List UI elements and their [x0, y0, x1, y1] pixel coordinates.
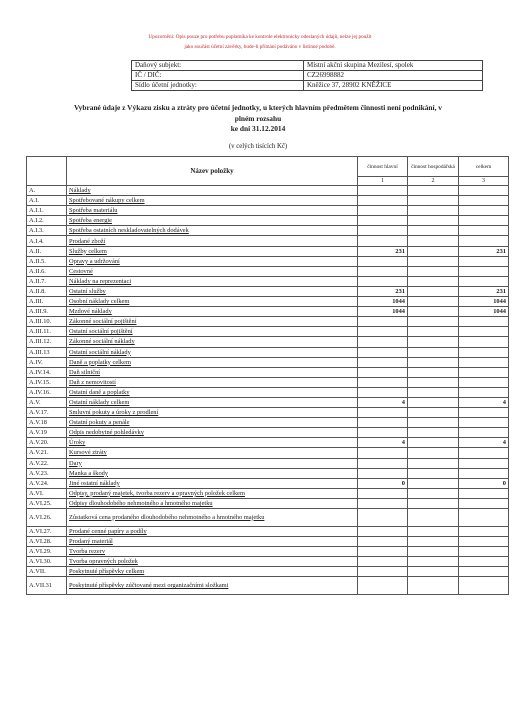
row-value-main: 4: [358, 438, 408, 448]
row-value-main: [358, 377, 408, 387]
row-code: A.II.7.: [27, 276, 67, 286]
row-value-total: [459, 498, 509, 508]
table-row: [27, 377, 509, 387]
row-value-total: [459, 509, 509, 527]
row-value-economic: [408, 428, 459, 438]
row-value-main: [358, 357, 408, 367]
row-value-main: [358, 547, 408, 557]
row-name: Daň z nemovitostí: [67, 377, 358, 387]
row-value-main: [358, 418, 408, 428]
row-value-main: [358, 206, 408, 216]
row-value-economic: [408, 468, 459, 478]
row-name: Tvorba rezerv: [67, 547, 358, 557]
row-value-total: [459, 408, 509, 418]
row-value-total: [459, 418, 509, 428]
row-name: Zákonné sociální náklady: [67, 337, 358, 347]
row-value-main: [358, 577, 408, 595]
row-value-economic: [408, 236, 459, 246]
row-value-economic: [408, 387, 459, 397]
row-code: A.VI.29.: [27, 547, 67, 557]
row-value-total: [459, 577, 509, 595]
header-col-economic: činnost hospodářská: [408, 157, 459, 177]
row-code: A.VI.: [27, 488, 67, 498]
table-row: [27, 327, 509, 337]
row-value-economic: [408, 196, 459, 206]
colnum-2: 2: [408, 177, 459, 186]
row-name: Náklady na reprezentaci: [67, 276, 358, 286]
row-value-main: [358, 236, 408, 246]
row-code: A.VI.30.: [27, 557, 67, 567]
header-col-main: činnost hlavní: [358, 157, 408, 177]
row-value-economic: [408, 226, 459, 236]
row-value-main: 231: [358, 246, 408, 256]
row-value-total: [459, 557, 509, 567]
row-code: A.II.8.: [27, 286, 67, 296]
row-value-economic: [408, 397, 459, 407]
row-name: Odpis nedobytné pohledávky: [67, 428, 358, 438]
table-row: [27, 397, 509, 407]
row-code: A.V.19: [27, 428, 67, 438]
row-value-economic: [408, 206, 459, 216]
table-row: [27, 488, 509, 498]
row-name: Ostatní daně a poplatky: [67, 387, 358, 397]
row-value-main: [358, 387, 408, 397]
warning-line-1: Upozornění: Opis pouze pro potřebu poplatníka ke kontrole elektronicky odeslaných údajů, nelze jej použít: [148, 34, 372, 40]
row-name: Jiné ostatní náklady: [67, 478, 358, 488]
row-value-economic: [408, 276, 459, 286]
row-value-total: [459, 448, 509, 458]
subject-value: Místní akční skupina Mezilesí, spolek: [304, 61, 483, 71]
row-code: A.V.21.: [27, 448, 67, 458]
row-name: Dary: [67, 458, 358, 468]
row-name: Zůstatková cena prodaného dlouhodobého nehmotného a hmotného majetku: [67, 509, 358, 527]
row-code: A.V.22.: [27, 458, 67, 468]
row-value-main: 1044: [358, 297, 408, 307]
row-value-economic: [408, 408, 459, 418]
row-name: Úroky: [67, 438, 358, 448]
row-code: A.IV.14.: [27, 367, 67, 377]
row-value-total: 0: [459, 478, 509, 488]
row-value-total: [459, 347, 509, 357]
row-value-main: [358, 537, 408, 547]
row-name: Ostatní sociální pojištění: [67, 327, 358, 337]
table-row: [27, 226, 509, 236]
row-code: A.I.: [27, 196, 67, 206]
row-value-economic: [408, 327, 459, 337]
table-row: [27, 266, 509, 276]
row-value-total: [459, 567, 509, 577]
row-value-economic: [408, 347, 459, 357]
row-value-main: [358, 458, 408, 468]
table-row: [27, 337, 509, 347]
row-value-total: 4: [459, 438, 509, 448]
subject-info-table: [131, 60, 483, 91]
row-value-economic: [408, 498, 459, 508]
row-value-main: [358, 226, 408, 236]
units-note: (v celých tisících Kč): [228, 143, 288, 150]
table-row: [27, 547, 509, 557]
row-name: Ostatní pokuty a penále: [67, 418, 358, 428]
title-line-1: Vybrané údaje z Výkazu zisku a ztráty pro účetní jednotky, u kterých hlavním předmětem činnosti není podnikání, v: [74, 103, 442, 112]
row-name: Prodaný materiál: [67, 537, 358, 547]
row-code: A.III.: [27, 297, 67, 307]
row-value-main: [358, 509, 408, 527]
table-row: [27, 448, 509, 458]
table-body: [27, 186, 509, 595]
row-value-main: [358, 488, 408, 498]
table-row: [27, 498, 509, 508]
table-row: [27, 367, 509, 377]
row-value-total: [459, 236, 509, 246]
row-value-economic: [408, 337, 459, 347]
row-value-main: [358, 408, 408, 418]
row-code: A.II.: [27, 246, 67, 256]
row-value-main: [358, 327, 408, 337]
row-value-main: [358, 367, 408, 377]
row-value-total: [459, 357, 509, 367]
row-value-total: [459, 276, 509, 286]
row-name: Poskytnuté příspěvky zúčtované mezi organizačními složkami: [67, 577, 358, 595]
row-value-economic: [408, 448, 459, 458]
row-value-economic: [408, 317, 459, 327]
colnum-1: 1: [358, 177, 408, 186]
table-row: [27, 206, 509, 216]
row-name: Prodané cenné papíry a podíly: [67, 527, 358, 537]
row-value-main: 0: [358, 478, 408, 488]
row-code: A.II.5.: [27, 256, 67, 266]
row-name: Odpisy dlouhodobého nehmotného a hmotného majetku: [67, 498, 358, 508]
row-value-main: [358, 347, 408, 357]
row-code: A.I.2.: [27, 216, 67, 226]
table-row: [27, 307, 509, 317]
row-value-total: [459, 226, 509, 236]
row-value-main: [358, 498, 408, 508]
row-value-total: [459, 216, 509, 226]
row-code: A.V.: [27, 397, 67, 407]
header-name: Název položky: [67, 157, 358, 186]
table-row: [27, 557, 509, 567]
table-row: [27, 246, 509, 256]
row-code: A.VI.28.: [27, 537, 67, 547]
row-value-economic: [408, 186, 459, 196]
row-value-main: [358, 567, 408, 577]
subject-label: Daňový subjekt:: [132, 61, 304, 71]
row-value-total: 4: [459, 397, 509, 407]
row-value-economic: [408, 557, 459, 567]
row-code: A.III.10.: [27, 317, 67, 327]
row-value-total: [459, 488, 509, 498]
row-value-total: [459, 527, 509, 537]
row-code: A.V.23.: [27, 468, 67, 478]
row-name: Prodané zboží: [67, 236, 358, 246]
table-row: [27, 428, 509, 438]
income-statement-table: [26, 156, 509, 595]
row-name: Služby celkem: [67, 246, 358, 256]
row-name: Náklady: [67, 186, 358, 196]
row-value-economic: [408, 297, 459, 307]
row-value-total: [459, 458, 509, 468]
row-value-total: [459, 537, 509, 547]
row-value-economic: [408, 527, 459, 537]
row-code: A.: [27, 186, 67, 196]
row-value-total: [459, 547, 509, 557]
row-value-main: [358, 186, 408, 196]
row-code: A.IV.15.: [27, 377, 67, 387]
row-code: A.I.4.: [27, 236, 67, 246]
row-name: Opravy a udržování: [67, 256, 358, 266]
row-value-main: [358, 557, 408, 567]
row-code: A.V.20.: [27, 438, 67, 448]
row-name: Ostatní sociální náklady: [67, 347, 358, 357]
row-value-main: [358, 266, 408, 276]
subject-value: CZ26998882: [304, 71, 483, 81]
row-name: Cestovné: [67, 266, 358, 276]
row-value-main: [358, 527, 408, 537]
table-row: [27, 537, 509, 547]
row-code: A.III.13: [27, 347, 67, 357]
row-name: Smluvní pokuty a úroky z prodlení: [67, 408, 358, 418]
table-row: [27, 387, 509, 397]
row-value-total: [459, 468, 509, 478]
row-code: A.IV.16.: [27, 387, 67, 397]
table-row: [27, 478, 509, 488]
row-value-total: [459, 387, 509, 397]
row-value-total: 231: [459, 246, 509, 256]
row-value-main: 1044: [358, 307, 408, 317]
subject-row: [132, 71, 483, 81]
row-value-main: [358, 448, 408, 458]
table-row: [27, 276, 509, 286]
header-col-total: celkem: [459, 157, 509, 177]
row-value-main: [358, 317, 408, 327]
row-value-total: [459, 266, 509, 276]
row-value-total: [459, 337, 509, 347]
row-name: Poskytnuté příspěvky celkem: [67, 567, 358, 577]
row-value-main: [358, 276, 408, 286]
title-line-2: plném rozsahu: [234, 113, 282, 123]
warning-notice: [60, 32, 460, 52]
row-code: A.VII.: [27, 567, 67, 577]
row-name: Spotřebované nákupy celkem: [67, 196, 358, 206]
row-value-main: 4: [358, 397, 408, 407]
row-value-total: [459, 367, 509, 377]
subject-label: Sídlo účetní jednotky:: [132, 81, 304, 91]
row-value-total: [459, 377, 509, 387]
row-value-main: [358, 337, 408, 347]
table-header-row: [27, 157, 509, 177]
table-row: [27, 577, 509, 595]
row-value-economic: [408, 246, 459, 256]
row-code: A.VII.31: [27, 577, 67, 595]
row-value-economic: [408, 367, 459, 377]
row-name: Kursové ztráty: [67, 448, 358, 458]
row-value-economic: [408, 478, 459, 488]
row-value-total: [459, 428, 509, 438]
row-name: Spotřeba ostatních neskladovatelných dodávek: [67, 226, 358, 236]
row-value-main: [358, 468, 408, 478]
row-code: A.I.3.: [27, 226, 67, 236]
row-value-total: [459, 256, 509, 266]
table-row: [27, 567, 509, 577]
row-value-total: 1044: [459, 307, 509, 317]
row-code: A.II.6.: [27, 266, 67, 276]
table-row: [27, 458, 509, 468]
row-value-total: [459, 206, 509, 216]
table-row: [27, 418, 509, 428]
row-value-economic: [408, 488, 459, 498]
row-code: A.III.11.: [27, 327, 67, 337]
row-value-economic: [408, 216, 459, 226]
table-row: [27, 216, 509, 226]
row-name: Spotřeba materiálu: [67, 206, 358, 216]
row-name: Daň silniční: [67, 367, 358, 377]
row-value-economic: [408, 509, 459, 527]
row-value-economic: [408, 567, 459, 577]
subject-row: [132, 61, 483, 71]
row-value-total: [459, 186, 509, 196]
row-value-main: [358, 216, 408, 226]
table-row: [27, 357, 509, 367]
warning-line-2: jako součást účetní závěrky, bude-li přímání podáváno v listinné podobě.: [184, 44, 336, 50]
table-row: [27, 297, 509, 307]
row-value-total: 1044: [459, 297, 509, 307]
row-value-economic: [408, 307, 459, 317]
table-row: [27, 527, 509, 537]
row-value-economic: [408, 418, 459, 428]
row-name: Ostatní služby: [67, 286, 358, 296]
row-name: Osobní náklady celkem: [67, 297, 358, 307]
row-name: Odpisy, prodaný majetek, tvorba rezerv a opravných položek celkem: [67, 488, 358, 498]
table-row: [27, 286, 509, 296]
row-code: A.III.12.: [27, 337, 67, 347]
row-name: Mzdové náklady: [67, 307, 358, 317]
row-code: A.VI.26.: [27, 509, 67, 527]
row-value-main: [358, 196, 408, 206]
header-code: [27, 157, 67, 186]
row-code: A.VI.27.: [27, 527, 67, 537]
row-value-economic: [408, 266, 459, 276]
table-row: [27, 186, 509, 196]
table-row: [27, 438, 509, 448]
table-row: [27, 236, 509, 246]
row-value-total: [459, 327, 509, 337]
row-value-main: 231: [358, 286, 408, 296]
row-value-economic: [408, 256, 459, 266]
title-date: ke dni 31.12.2014: [230, 124, 286, 133]
row-code: A.IV.: [27, 357, 67, 367]
row-value-economic: [408, 547, 459, 557]
subject-value: Kněžice 37, 28902 KNĚŽICE: [304, 81, 483, 91]
row-code: A.V.24.: [27, 478, 67, 488]
row-code: A.III.9.: [27, 307, 67, 317]
table-row: [27, 468, 509, 478]
row-name: Tvorba opravných položek: [67, 557, 358, 567]
row-name: Daně a poplatky celkem: [67, 357, 358, 367]
row-value-total: [459, 196, 509, 206]
row-name: Spotřeba energie: [67, 216, 358, 226]
table-row: [27, 509, 509, 527]
row-code: A.V.18: [27, 418, 67, 428]
row-code: A.I.1.: [27, 206, 67, 216]
row-value-total: [459, 317, 509, 327]
row-value-economic: [408, 577, 459, 595]
row-name: Ostatní náklady celkem: [67, 397, 358, 407]
report-title: [8, 103, 508, 135]
row-code: A.VI.25.: [27, 498, 67, 508]
row-value-economic: [408, 286, 459, 296]
table-row: [27, 256, 509, 266]
table-row: [27, 196, 509, 206]
row-value-main: [358, 428, 408, 438]
subject-row: [132, 81, 483, 91]
row-value-economic: [408, 377, 459, 387]
row-value-economic: [408, 458, 459, 468]
table-row: [27, 347, 509, 357]
table-row: [27, 408, 509, 418]
row-code: A.V.17.: [27, 408, 67, 418]
table-row: [27, 317, 509, 327]
row-name: Zákonné sociální pojištění: [67, 317, 358, 327]
colnum-3: 3: [459, 177, 509, 186]
row-value-economic: [408, 357, 459, 367]
row-value-economic: [408, 438, 459, 448]
row-value-total: 231: [459, 286, 509, 296]
subject-label: IČ / DIČ:: [132, 71, 304, 81]
row-value-main: [358, 256, 408, 266]
row-value-economic: [408, 537, 459, 547]
row-name: Manka a škody: [67, 468, 358, 478]
